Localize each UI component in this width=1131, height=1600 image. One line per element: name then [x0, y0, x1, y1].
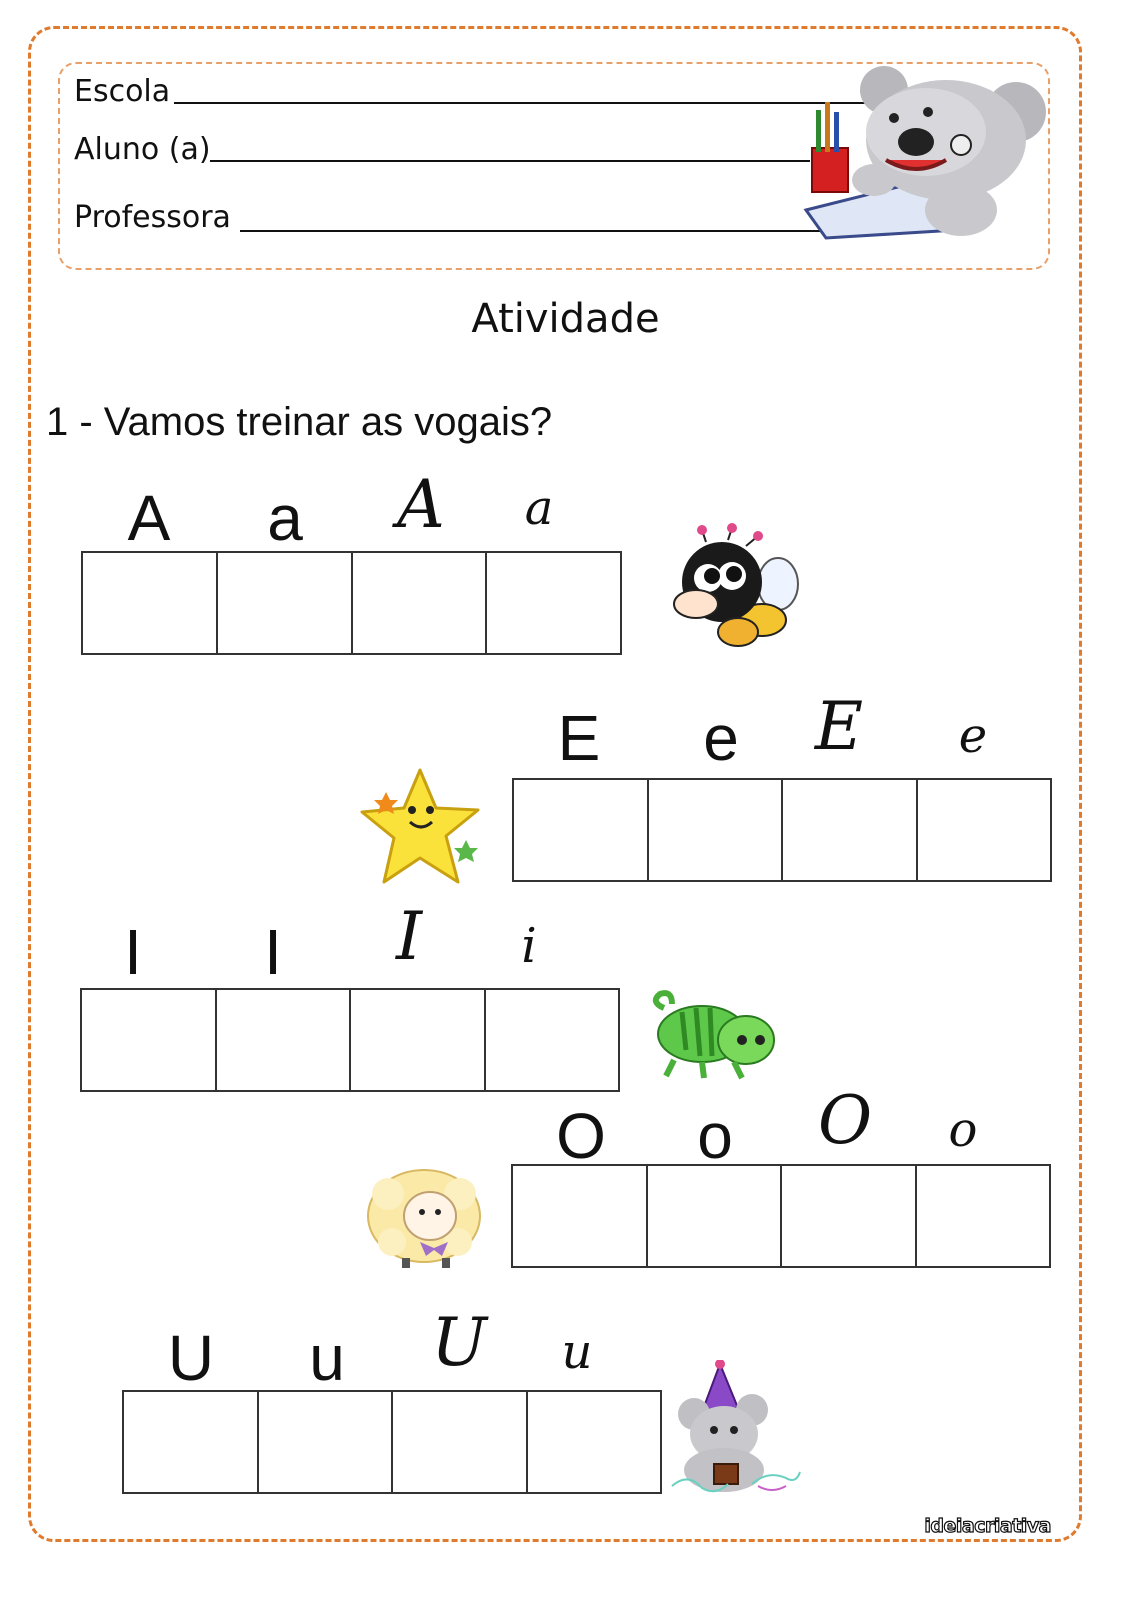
mouse-illustration — [668, 1360, 804, 1498]
letter-script-lower: a — [524, 480, 554, 536]
letter-print-upper: E — [557, 702, 601, 774]
question-text: 1 - Vamos treinar as vogais? — [46, 400, 553, 444]
letter-print-lower: I — [264, 916, 282, 988]
writing-box[interactable] — [783, 780, 918, 880]
writing-box[interactable] — [514, 780, 649, 880]
letter-script-lower: e — [958, 708, 988, 764]
letter-print-upper: A — [127, 482, 171, 554]
student-field[interactable] — [210, 160, 810, 162]
writing-boxes-u — [122, 1390, 662, 1494]
writing-box[interactable] — [487, 553, 620, 653]
writing-box[interactable] — [782, 1166, 917, 1266]
writing-box[interactable] — [124, 1392, 259, 1492]
letter-script-lower: o — [948, 1102, 978, 1158]
writing-box[interactable] — [218, 553, 353, 653]
chameleon-illustration — [646, 990, 782, 1084]
letter-print-upper: U — [167, 1322, 215, 1394]
writing-box[interactable] — [259, 1392, 394, 1492]
student-label: Aluno (a) — [74, 132, 211, 167]
writing-boxes-o — [511, 1164, 1051, 1268]
letter-print-lower: u — [309, 1322, 345, 1394]
writing-boxes-i — [80, 988, 620, 1092]
letter-print-upper: O — [556, 1100, 606, 1172]
writing-box[interactable] — [917, 1166, 1050, 1266]
writing-box[interactable] — [648, 1166, 783, 1266]
page-title: Atividade — [471, 296, 660, 342]
writing-box[interactable] — [83, 553, 218, 653]
sheep-illustration — [362, 1158, 486, 1274]
letter-script-upper: I — [395, 898, 423, 975]
writing-box[interactable] — [513, 1166, 648, 1266]
letter-script-upper: O — [817, 1082, 873, 1159]
letter-print-upper: I — [124, 916, 142, 988]
writing-box[interactable] — [918, 780, 1051, 880]
letter-script-upper: E — [814, 688, 864, 765]
letter-print-lower: o — [697, 1100, 733, 1172]
writing-boxes-a — [81, 551, 622, 655]
writing-boxes-e — [512, 778, 1052, 882]
writing-box[interactable] — [217, 990, 352, 1090]
letter-print-lower: e — [703, 702, 739, 774]
writing-box[interactable] — [393, 1392, 528, 1492]
teacher-field[interactable] — [240, 230, 880, 232]
letter-script-lower: i — [521, 918, 537, 974]
writing-box[interactable] — [353, 553, 488, 653]
teacher-label: Professora — [74, 200, 231, 235]
school-field[interactable] — [174, 102, 874, 104]
writing-box[interactable] — [649, 780, 784, 880]
letter-script-lower: u — [561, 1324, 593, 1380]
writing-box[interactable] — [486, 990, 619, 1090]
letter-print-lower: a — [267, 482, 303, 554]
writing-box[interactable] — [528, 1392, 661, 1492]
writing-box[interactable] — [351, 990, 486, 1090]
school-label: Escola — [74, 74, 171, 109]
writing-box[interactable] — [82, 990, 217, 1090]
star-illustration — [358, 764, 488, 894]
letter-script-upper: U — [431, 1304, 487, 1381]
koala-illustration — [796, 60, 1086, 250]
bee-illustration — [666, 522, 806, 662]
letter-script-upper: A — [397, 466, 445, 543]
brand-logo: ideiacriativa — [924, 1515, 1051, 1537]
